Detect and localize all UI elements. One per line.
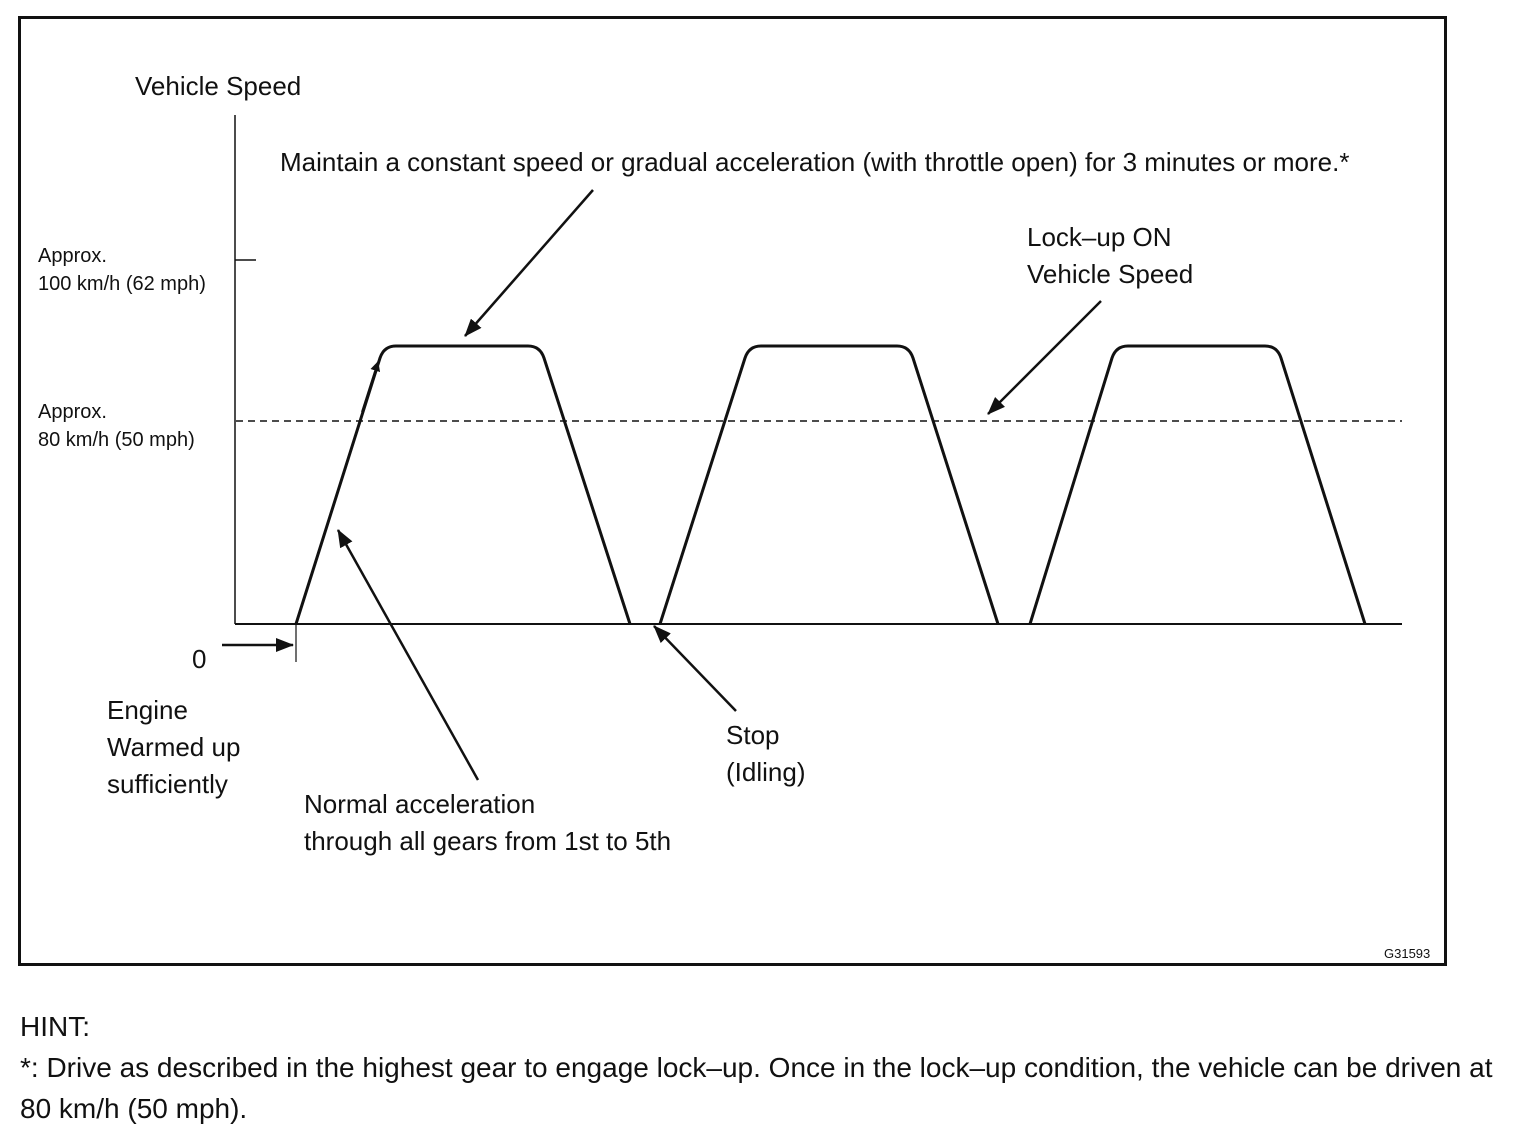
- lockup-arrow: [988, 301, 1101, 414]
- hint-title: HINT:: [20, 1011, 90, 1042]
- maintain-arrow: [465, 190, 593, 336]
- speed-cycle-3: [1030, 346, 1365, 624]
- y-tick-label-zero: 0: [192, 644, 207, 674]
- normal-accel-arrow: [338, 530, 478, 780]
- figure-id: G31593: [1384, 946, 1431, 961]
- lockup-callout: Lock–up ON Vehicle Speed: [1027, 222, 1194, 289]
- speed-cycle-2: [660, 346, 998, 624]
- hint-block: [20, 1006, 1500, 1129]
- y-tick-label-100: Approx. 100 km/h (62 mph): [38, 245, 206, 295]
- speed-cycle-1: [296, 346, 630, 624]
- hint-text: *: Drive as described in the highest gear to engage lock–up. Once in the lock–up condition, the vehicle can be driven at 80 km/h (50 mph).: [20, 1052, 1493, 1124]
- maintain-callout: Maintain a constant speed or gradual acceleration (with throttle open) for 3 minutes or more.*: [280, 147, 1350, 177]
- stop-callout: Stop (Idling): [726, 720, 806, 787]
- engine-callout: Engine Warmed up sufficiently: [107, 695, 241, 799]
- y-tick-label-80: Approx. 80 km/h (50 mph): [38, 401, 195, 451]
- normal-accel-callout: Normal acceleration through all gears from 1st to 5th: [304, 789, 672, 856]
- accel-up-arrow: [362, 362, 378, 412]
- y-axis-label: Vehicle Speed: [135, 71, 302, 101]
- stop-arrow: [654, 626, 736, 711]
